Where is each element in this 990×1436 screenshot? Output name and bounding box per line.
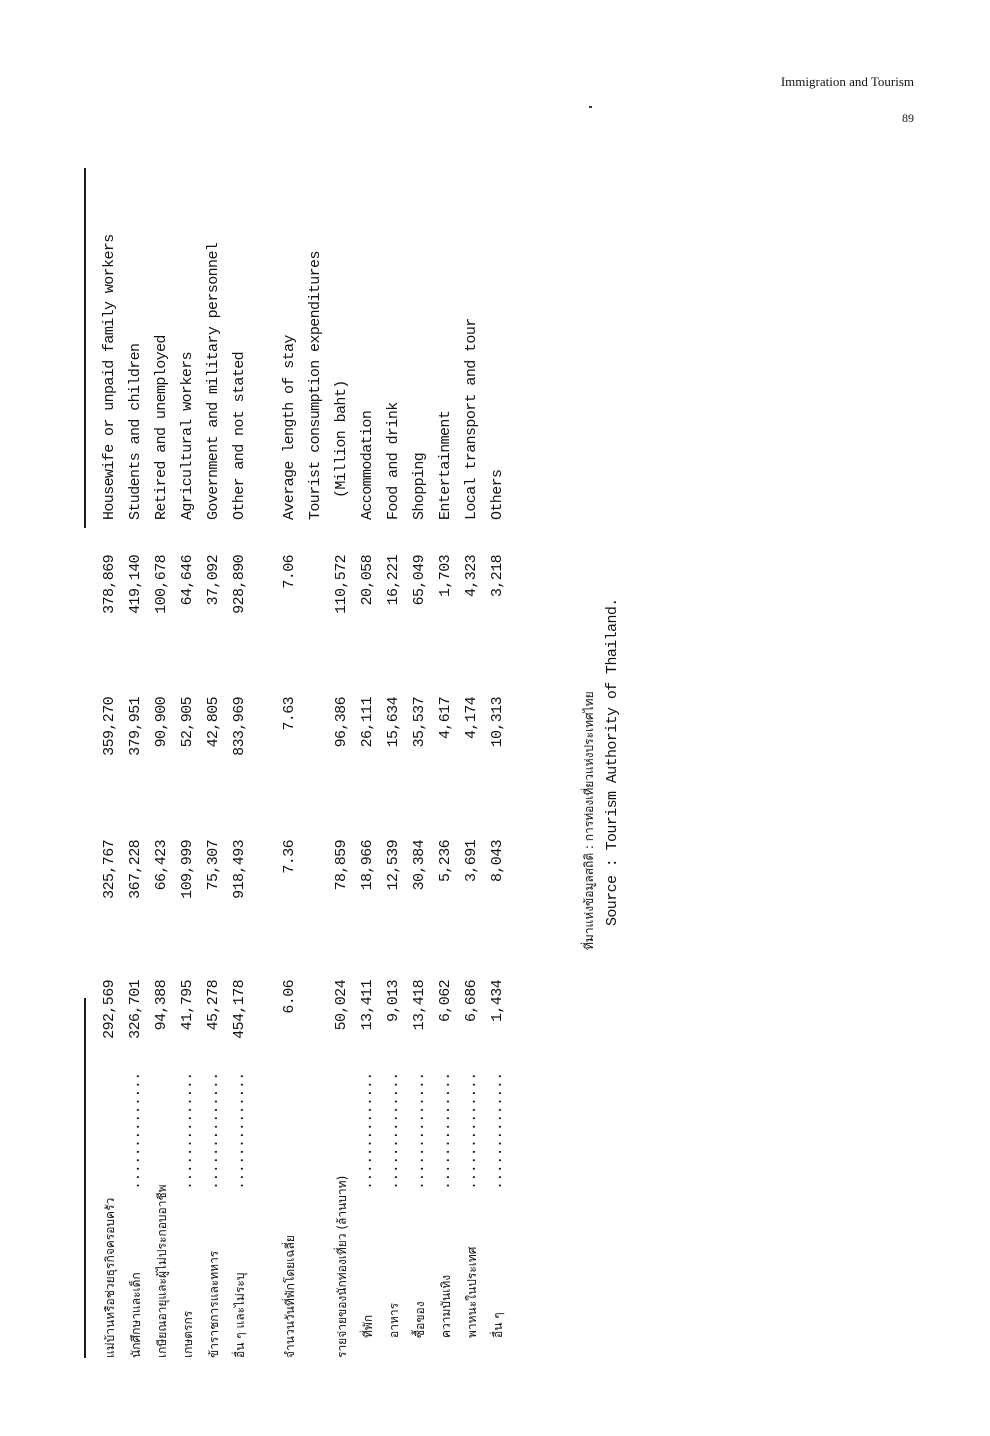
row-label-thai: พาหนะในประเทศ [465, 1246, 479, 1338]
stray-mark [589, 106, 592, 108]
dot-leader: .............. [463, 1072, 480, 1190]
table-rule-right [84, 168, 86, 528]
value-col-3: 10,313 [489, 697, 506, 748]
row-label-english: Shopping [411, 452, 428, 520]
dot-leader: .............. [359, 1072, 376, 1190]
row-label-thai: อื่น ๆ และไม่ระบุ [233, 1272, 247, 1358]
row-label-thai: อื่น ๆ [491, 1312, 505, 1338]
dot-leader: .............. [489, 1072, 506, 1190]
value-col-2: 75,307 [205, 840, 222, 891]
table-row [408, 160, 432, 1360]
dot-leader: .............. [205, 1072, 222, 1190]
value-col-1: 6,686 [463, 980, 480, 1023]
value-col-2: 30,384 [411, 840, 428, 891]
value-col-2: 325,767 [101, 840, 118, 899]
row-label-english: Others [489, 469, 506, 520]
statistics-table [72, 160, 504, 1360]
value-col-4: 4,323 [463, 555, 480, 598]
value-col-4: 1,703 [437, 555, 454, 598]
row-label-thai: ที่พัก [361, 1314, 375, 1338]
value-col-3: 7.63 [281, 697, 298, 731]
value-col-3: 96,386 [333, 697, 350, 748]
value-col-4: 100,678 [153, 555, 170, 614]
row-label-english: Average length of stay [281, 335, 298, 520]
source-note-thai: ที่มาแห่งข้อมูลสถิติ : การท่องเที่ยวแห่งประเทศไทย [582, 691, 596, 950]
value-col-2: 8,043 [489, 840, 506, 883]
row-label-english: Students and children [127, 343, 144, 520]
row-label-english: (Million baht) [333, 380, 350, 498]
value-col-3: 52,905 [179, 697, 196, 748]
value-col-3: 833,969 [231, 697, 248, 756]
value-col-4: 419,140 [127, 555, 144, 614]
value-col-1: 6,062 [437, 980, 454, 1023]
value-col-3: 359,270 [101, 697, 118, 756]
value-col-2: 78,859 [333, 840, 350, 891]
value-col-3: 4,617 [437, 697, 454, 740]
row-label-thai: รายจ่ายของนักท่องเที่ยว (ล้านบาท) [335, 1175, 349, 1358]
dot-leader: .............. [231, 1072, 248, 1190]
value-col-2: 12,539 [385, 840, 402, 891]
rotated-table-container [72, 160, 504, 1360]
table-rule-left [84, 998, 86, 1358]
row-label-thai: ข้าราชการและทหาร [207, 1250, 221, 1358]
row-label-english: Other and not stated [231, 351, 248, 520]
value-col-4: 3,218 [489, 555, 506, 598]
value-col-1: 94,388 [153, 980, 170, 1031]
row-label-thai: ซื้อของ [413, 1301, 427, 1338]
row-label-english: Tourist consumption expenditures [307, 251, 324, 520]
value-col-4: 37,092 [205, 555, 222, 606]
table-row [356, 160, 380, 1360]
value-col-3: 26,111 [359, 697, 376, 748]
row-label-thai: ความบันเทิง [439, 1274, 453, 1338]
table-row [228, 160, 252, 1360]
dot-leader: .............. [385, 1072, 402, 1190]
value-col-3: 4,174 [463, 697, 480, 740]
row-label-english: Government and military personnel [205, 242, 222, 520]
value-col-2: 918,493 [231, 840, 248, 899]
value-col-1: 13,418 [411, 980, 428, 1031]
value-col-1: 50,024 [333, 980, 350, 1031]
value-col-4: 16,221 [385, 555, 402, 606]
value-col-3: 42,805 [205, 697, 222, 748]
table-row [460, 160, 484, 1360]
row-label-english: Accommodation [359, 410, 376, 520]
value-col-1: 13,411 [359, 980, 376, 1031]
table-row [124, 160, 148, 1360]
row-label-english: Entertainment [437, 410, 454, 520]
table-row [486, 160, 510, 1360]
dot-leader: .............. [411, 1072, 428, 1190]
row-label-english: Food and drink [385, 402, 402, 520]
value-col-4: 20,058 [359, 555, 376, 606]
value-col-1: 1,434 [489, 980, 506, 1023]
value-col-1: 9,013 [385, 980, 402, 1023]
table-row [98, 160, 122, 1360]
value-col-1: 6.06 [281, 980, 298, 1014]
value-col-1: 454,178 [231, 980, 248, 1039]
value-col-2: 66,423 [153, 840, 170, 891]
row-label-thai: แม่บ้านหรือช่วยธุรกิจครอบครัว [103, 1197, 117, 1358]
row-label-english: Local transport and tour [463, 318, 480, 520]
dot-leader: .............. [179, 1072, 196, 1190]
row-label-english: Retired and unemployed [153, 335, 170, 520]
row-label-english: Agricultural workers [179, 351, 196, 520]
table-row [330, 160, 354, 1360]
value-col-1: 41,795 [179, 980, 196, 1031]
row-label-thai: นักศึกษาและเด็ก [129, 1272, 143, 1358]
running-header-title: Immigration and Tourism [780, 74, 914, 89]
table-row [176, 160, 200, 1360]
row-label-english: Housewife or unpaid family workers [101, 234, 118, 520]
table-row [382, 160, 406, 1360]
row-label-thai: เกษียณอายุและผู้ไม่ประกอบอาชีพ [155, 1184, 169, 1358]
value-col-4: 928,890 [231, 555, 248, 614]
row-label-thai: อาหาร [387, 1302, 401, 1338]
value-col-2: 109,999 [179, 840, 196, 899]
page-number: 89 [902, 111, 914, 125]
table-row [150, 160, 174, 1360]
table-row [304, 160, 328, 1360]
source-note-english: Source : Tourism Authority of Thailand. [604, 598, 621, 926]
value-col-1: 45,278 [205, 980, 222, 1031]
table-row [202, 160, 226, 1360]
table-row [434, 160, 458, 1360]
value-col-4: 65,049 [411, 555, 428, 606]
value-col-3: 35,537 [411, 697, 428, 748]
dot-leader: .............. [127, 1072, 144, 1190]
value-col-3: 90,900 [153, 697, 170, 748]
value-col-2: 5,236 [437, 840, 454, 883]
row-label-thai: เกษตรกร [181, 1310, 195, 1358]
value-col-2: 7.36 [281, 840, 298, 874]
value-col-4: 7.06 [281, 555, 298, 589]
value-col-3: 15,634 [385, 697, 402, 748]
value-col-4: 110,572 [333, 555, 350, 614]
value-col-3: 379,951 [127, 697, 144, 756]
source-note-container [580, 598, 840, 950]
value-col-1: 326,701 [127, 980, 144, 1039]
value-col-2: 367,228 [127, 840, 144, 899]
value-col-4: 378,869 [101, 555, 118, 614]
table-row [278, 160, 302, 1360]
value-col-2: 3,691 [463, 840, 480, 883]
value-col-1: 292,569 [101, 980, 118, 1039]
dot-leader: .............. [437, 1072, 454, 1190]
value-col-4: 64,646 [179, 555, 196, 606]
value-col-2: 18,966 [359, 840, 376, 891]
row-label-thai: จำนวนวันที่พักโดยเฉลี่ย [283, 1235, 297, 1358]
